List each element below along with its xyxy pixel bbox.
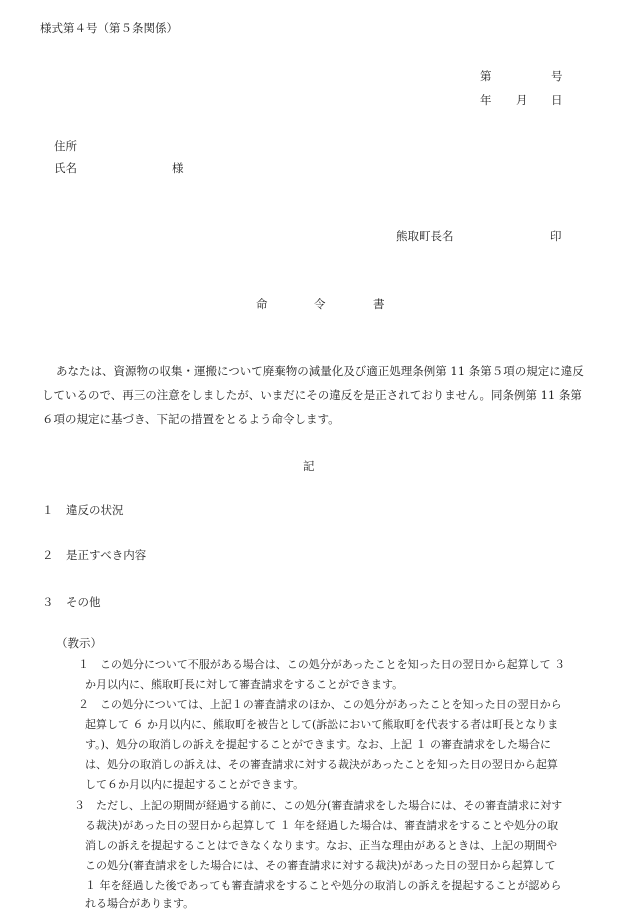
body-line: ６項の規定に基づき、下記の措置をとるよう命令します。	[42, 412, 340, 426]
honorific: 様	[172, 161, 184, 175]
notice-line: る裁決)があった日の翌日から起算して １ 年を経過した場合は、審査請求をすることや処分の取	[85, 819, 559, 832]
notice-line: １ 年を経過した後であっても審査請求をすることや処分の取消しの訴えを提起することが認めら	[85, 879, 562, 892]
body-line: しているので、再三の注意をしましたが、いまだにその違反を是正されておりません。同条例第 11 条第	[42, 388, 582, 402]
notice-line: 起算して ６ か月以内に、熊取町を被告として(訴訟において熊取町を代表する者は町長となりま	[85, 718, 559, 731]
notice-line: れる場合があります。	[85, 897, 195, 910]
address-label: 住所	[54, 139, 77, 153]
doc-title-char-1: 命	[256, 297, 268, 311]
notice-line: １ この処分について不服がある場合は、この処分があったことを知った日の翌日から起算して ３	[78, 658, 566, 671]
notice-line: して６か月以内に提起することができます。	[85, 778, 305, 791]
number-prefix: 第	[480, 69, 492, 83]
item-label: 違反の状況	[66, 503, 124, 517]
date-month: 月	[516, 93, 528, 107]
ki-heading: 記	[303, 459, 315, 473]
notice-line: す。)、処分の取消しの訴えを提起することができます。なお、上記 １ の審査請求をした場合に	[85, 738, 552, 751]
item-number: １	[42, 503, 54, 517]
item-label: その他	[66, 595, 101, 609]
notice-line: この処分(審査請求をした場合には、その審査請求に対する裁決)があった日の翌日から起算して	[85, 859, 556, 872]
notice-line: ３ ただし、上記の期間が経過する前に、この処分(審査請求をした場合には、その審査請求に対す	[74, 799, 563, 812]
form-label: 様式第４号（第５条関係）	[40, 21, 178, 35]
doc-title-char-2: 令	[314, 297, 326, 311]
issuer-seal: 印	[550, 229, 562, 243]
item-number: ２	[42, 548, 54, 562]
notice-line: は、処分の取消しの訴えは、その審査請求に対する裁決があったことを知った日の翌日から起算	[85, 758, 558, 771]
notice-line: か月以内に、熊取町長に対して審査請求をすることができます。	[85, 678, 404, 691]
number-suffix: 号	[551, 69, 563, 83]
issuer-title: 熊取町長名	[396, 229, 454, 243]
date-day: 日	[551, 93, 563, 107]
notice-line: ２ この処分については、上記１の審査請求のほか、この処分があったことを知った日の翌日から	[78, 698, 562, 711]
date-year: 年	[480, 93, 492, 107]
name-label: 氏名	[54, 161, 77, 175]
item-number: ３	[42, 595, 54, 609]
doc-title-char-3: 書	[373, 297, 385, 311]
notice-line: 消しの訴えを提起することはできなくなります。なお、正当な理由があるときは、上記の期間や	[85, 839, 558, 852]
body-line: あなたは、資源物の収集・運搬について廃棄物の減量化及び適正処理条例第 11 条第５項の規定に違反	[56, 364, 584, 378]
item-label: 是正すべき内容	[66, 548, 147, 562]
notice-header: （教示）	[56, 636, 102, 650]
